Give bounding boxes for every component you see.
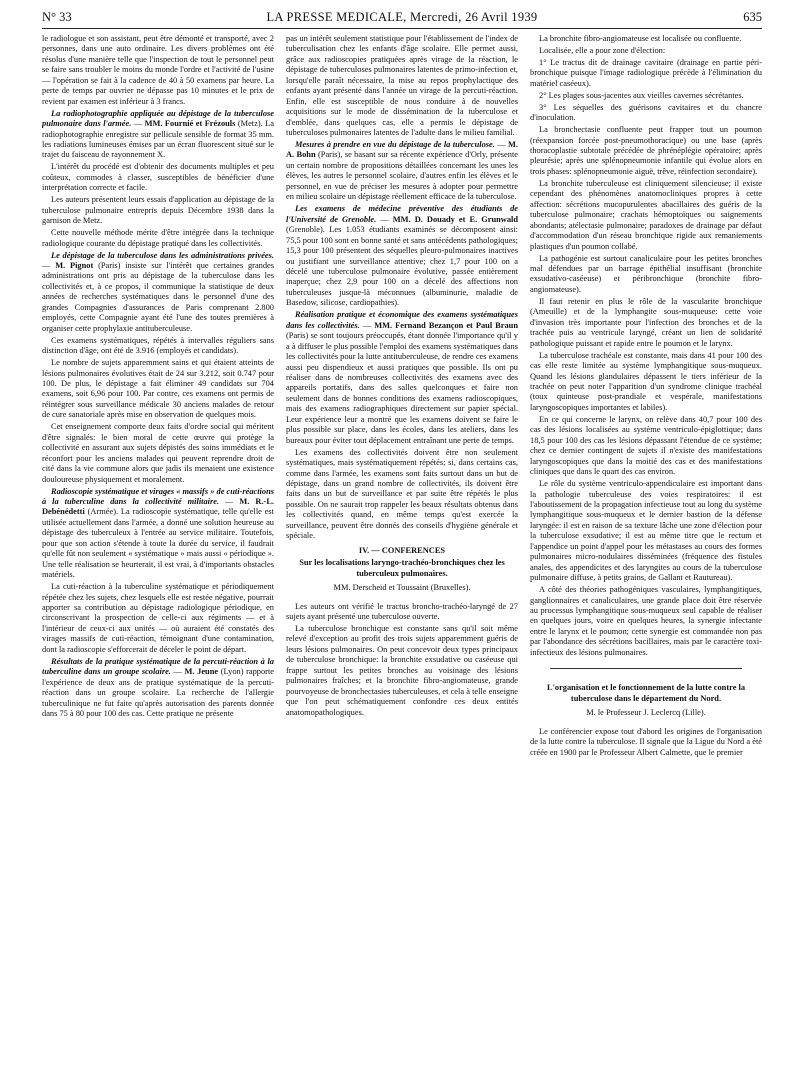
abstract-heading: Le dépistage de la tuberculose dans les administrations privées. <box>51 250 274 260</box>
abstract-heading: Réalisation pratique et économique des examens systématiques dans les collectivités. <box>286 310 518 330</box>
abstract-heading: Mesures à prendre en vue du dépistage de la tuberculose. <box>295 140 495 150</box>
paragraph: La cuti-réaction à la tuberculine systématique et périodiquement répétée chez les sujets, chez lesquels elle est restée négative, pourrait apporter sa contribution au dépistage radiologique périodique, en circonscrivant la prospection de celle-ci aux régiments — et à l'intérieur de ceux-ci aux unités — où auraient été constatés des virages massifs de cuti-réaction, témoignant d'une contamination, dont la radioscopie s'efforcerait de déceler le point de départ. <box>42 582 274 654</box>
abstract-text: (Grenoble). Les 1.053 étudiants examinés se décomposent ainsi: 75,5 pour 100 sont en bonne santé et sans antécédents pathologiques; 15,3 pour 100 présentent des séquelles pleuro-pulmonaires inactives ou justifiant une surveillance attentive; chez 1,7 pour 100 on a décelé une tuberculose pulmonaire évolutive, passée entièrement inaperçue; chez 2,9 pour 100 on a décelé des affections non tuberculeuses jusque-là méconnues (albuminurie, maladie de Basedow, silicose, cardiopathies). <box>286 225 518 308</box>
conference-authors: MM. Derscheid et Toussaint (Bruxelles). <box>333 583 471 593</box>
abstract-grenoble: Les examens de médecine préventive des étudiants de l'Université de Grenoble. — MM. D. Douady et E. Grunwald (Grenoble). Les 1.053 étudiants examinés se décomposent ainsi: 75,5 pour 100 sont en bonne santé et sans antécédents pathologiques; 15,3 pour 100 présentent des séquelles pleuro-pulmonaires inactives ou justifiant une surveillance attentive; chez 1,7 pour 100 on a décelé une tuberculose pulmonaire évolutive, passée entièrement inaperçue; chez 2,9 pour 100 on a décelé des affections non tuberculeuses jusque-là méconnues (albuminurie, maladie de Basedow, silicose, cardiopathies). <box>286 204 518 308</box>
paragraph: le radiologue et son assistant, peut être démonté et transporté, avec 2 personnes, dans une auto ordinaire. Les divers problèmes ont été résolus d'une manière telle que l'inspection de tout le personnel peut se faire sans troubler le moins du monde l'ordre et l'activité de l'usine — l'opération se fait à la cadence de 40 à 50 examens par heure. La perte de temps par ouvrier ne dépasse pas 10 minutes et le prix de revient par examen est inférieur à 3 francs. <box>42 34 274 106</box>
list-item: 3° Les séquelles des guérisons cavitaires et du chancre d'inoculation. <box>530 102 762 123</box>
abstract-authors: M. Jeune <box>184 667 219 677</box>
list-item: 2° Les plages sous-jacentes aux vieilles cavernes sécrétantes. <box>539 90 744 100</box>
abstract-authors: M. A. Bohn <box>286 140 518 160</box>
abstract-administrations: Le dépistage de la tuberculose dans les administrations privées. — M. Pignot (Paris) insiste sur l'intérêt que certaines grandes administrations ont pris au dépistage de la tuberculose dans les collectivités et, à ce propos, il communique la statistique de deux années de recherches systématiques dans le personnel d'une des grandes Compagnies d'assurances de Paris comprenant 2.800 employés, cette Compagnie ayant été l'une des toutes premières à organiser cette prophylaxie antituberculeuse. <box>42 250 274 333</box>
paragraph: La bronchite tuberculeuse est cliniquement silencieuse; il existe cependant des phénomènes anatomocliniques propres à cette affection: sécrétions mucopurulentes abacillaires des guéris de la tuberculose pulmonaire; crachats hémoptoïques ou saignements abondants; atélectasie pulmonaire; paradoxes de drainage par défaut d'accommodation d'un réseau bronchique rigide aux remaniements plastiques d'un poumon collabé. <box>530 178 762 251</box>
abstract-authors: M. R.-L. Debénédetti <box>42 496 274 517</box>
paragraph: Cet enseignement comporte deux faits d'ordre social qui méritent d'être signalés: le bien moral de cette œuvre qui protège la collectivité en assurant aux sujets dépistés des soins immédiats et le réconfort pour les anciens malades qui peuvent reprendre droit de cité dans la vie commune alors que jadis ils menaient une existence douloureuse physiquement et moralement. <box>42 422 274 484</box>
conference-authors: M. le Professeur J. Leclercq (Lille). <box>586 708 706 718</box>
paragraph: Les examens des collectivités doivent être non seulement systématiques, mais systématiquement répétés; si, dans certains cas, comme dans l'armée, les examens sont faits surtout dans un but de dépistage, dans un grand nombre de collectivités, ils doivent être faits dans un but de surveillance et par suite être répétés le plus possible. On ne saurait trop rappeler les beaux résultats obtenus dans les collectivités quand, en même temps qu'est exercée la surveillance, peuvent être donnés des conseils d'hygiène générale et spéciale. <box>286 447 518 541</box>
abstract-text: (Armée). La radioscopie systématique, telle qu'elle est utilisée actuellement dans l'armée, a donné une solution heureuse au dépistage des tuberculeux à l'entrée au service militaire. Toutefois, pour que son action s'étende à toute la durée du service, il faudrait qu'elle fût non seulement « systématique » mais aussi « périodique ». Une telle réalisation se heurterait, il est vrai, à d'importants obstacles matériels. <box>42 507 274 580</box>
abstract-text: (Metz). La radiophotographie enregistre sur pellicule sensible de format 35 mm. les radiations lumineuses émises par un écran fluorescent situé sur le trajet du faisceau de rayonnement X. <box>42 119 274 160</box>
paragraph: En ce qui concerne le larynx, on relève dans 40,7 pour 100 des cas des lésions localisées au système ventriculo-épiglottique; dans 18,5 pour 100 des cas les lésions dépassant l'étendue de ce système; chez ce dernier contingent de sujets il n'existe des manifestations laryngoscopiques que dans la moitié des cas et des manifestations cliniques que dans le quart des cas environ. <box>530 414 762 477</box>
paragraph: Le rôle du système ventriculo-appendiculaire est important dans la pathologie tuberculeuse des voies respiratoires: il est l'aboutissement de la propagation infectieuse tout au long du système lymphangitique sous-muqueux et le dernier bastion de la défense laryngée: il est en raison de sa texture lâche une zone d'élection pour la tuberculose exsudative; il est au même titre que le rectum et l'appendice un point d'appel pour les métastases au cours des formes pulmonaires micro-nodulaires disséminées (fréquence des fistules anales, des appendicites et des laryngites au cours de la tuberculose pulmonaire diffuse, à petits grains, de Gallant et Rautureau). <box>530 479 762 583</box>
abstract-heading: Radioscopie systématique et virages « massifs » de cuti-réactions à la tuberculine dans la collectivité militaire. <box>42 486 274 506</box>
abstract-heading: Les examens de médecine préventive des étudiants de l'Université de Grenoble. <box>286 204 518 224</box>
paragraph: La pathogénie est surtout canaliculaire pour les petites bronches mal défendues par un barrage épithélial insuffisant (bronchite exsudativo-caséeuse) et péribronchique (bronchite fibro-angiomateuse). <box>530 253 762 294</box>
conference-title: L'organisation et le fonctionnement de la lutte contre la tuberculose dans le département du Nord. <box>546 683 746 703</box>
abstract-heading: La radiophotographie appliquée au dépistage de la tuberculose pulmonaire dans l'armée. <box>42 108 274 129</box>
abstract-text: (Lyon) rapporte l'expérience de deux ans de pratique systématique de la percuti-réaction dans un groupe scolaire. La recherche de l'allergie tuberculinique ne fut faite qu'après autorisation des parents donnée dans 75 à 80 pour 100 des cas. Cette pratique ne présente <box>42 667 274 719</box>
abstract-authors: MM. D. Douady et E. Grunwald <box>392 214 518 224</box>
paragraph: La bronchectasie confluente peut frapper tout un poumon (réexpansion forcée post-pneumothoracique) ou une base (après thoracoplastie subtotale précédée de phrénéplégie opératoire; après pleurésie; après une splénopneumonie infantile qui évolue alors en trois phases: splénopneumonie aiguë, trêve, réinfection secondaire). <box>530 125 762 176</box>
paragraph: L'intérêt du procédé est d'obtenir des documents multiples et peu coûteux, commodes à classer, susceptibles de bénéficier d'une interprétation correcte et facile. <box>42 162 274 193</box>
abstract-mesures: Mesures à prendre en vue du dépistage de la tuberculose. — M. A. Bohn (Paris), se basant sur sa récente expérience d'Orly, présente un certain nombre de propositions détaillées concernant les unes les élèves, les autres le personnel scolaire, d'autres enfin les élèves et le personnel, en vue de préciser les mesures à adopter pour permettre en milieu scolaire un dépistage réellement efficace de la tuberculose. <box>286 140 518 202</box>
paragraph: pas un intérêt seulement statistique pour l'établissement de l'index de tuberculisation chez les enfants d'âge scolaire. Elle permet aussi, grâce aux radioscopies pratiquées après virage de la réaction, le dépistage de tuberculoses pulmonaires latentes de primo-infection et, lorsqu'elle paraît nécessaire, la mise au repos prophylactique des enfants ayant présenté dans l'année un virage de la percuti-réaction. Enfin, elle est susceptible de nous conduire à de nouvelles acquisitions sur le mode de dissémination de la tuberculose et d'emblée, dans quelques cas, elle a permis le dépistage de tuberculoses pulmonaires latentes de l'adulte dans le milieu familial. <box>286 34 518 138</box>
abstract-authors: MM. Fournié et Frézouls <box>144 119 236 129</box>
paragraph: A côté des théories pathogéniques vasculaires, lymphangitiques, ganglionnaires et canaliculaires, une grande place doit être réservée au processus lymphangitique sous-muqueux seul capable de réaliser en quelques jours, voire en quelques heures, la synergie infectante entre le larynx et le poumon; cette synergie est commandée non pas par l'abondance des sécrétions bacillaires, mais par le caractère toxi-infectieux des lésions pulmonaires. <box>530 585 762 657</box>
paragraph: Les auteurs présentent leurs essais d'application au dépistage de la tuberculose pulmonaire entrepris depuis Décembre 1938 dans la garnison de Metz. <box>42 195 274 226</box>
abstract-radiophotographie: La radiophotographie appliquée au dépistage de la tuberculose pulmonaire dans l'armée. — MM. Fournié et Frézouls (Metz). La radiophotographie enregistre sur pellicule sensible de format 35 mm. les radiations lumineuses émises par un écran fluorescent situé sur le trajet du faisceau de rayonnement X. <box>42 108 274 160</box>
paragraph: La tuberculose trachéale est constante, mais dans 41 pour 100 des cas elle reste limitée au système lymphangitique sous-muqueux. Quand les lésions glandulaires dépassent le tiers inférieur de la trachée on peut noter l'apparition d'un syndrome clinique trachéal (toux quinteuse post-prandiale et vespérale, manifestations laryngoscopiques importantes et labiles). <box>530 350 762 412</box>
abstract-text: (Paris) insiste sur l'intérêt que certaines grandes administrations ont pris au dépistage de la tuberculose dans les collectivités et, à ce propos, il communique la statistique de deux années de recherches systématiques dans le personnel d'une des grandes Compagnies d'assurances de Paris comprenant 2.800 employés, cette Compagnie ayant été l'une des toutes premières à organiser cette prophylaxie antituberculeuse. <box>42 261 274 333</box>
section-heading: IV. — CONFERENCES <box>358 545 446 555</box>
journal-title: LA PRESSE MEDICALE, Mercredi, 26 Avril 1939 <box>266 10 538 24</box>
column-middle <box>286 34 518 1074</box>
abstract-radioscopie: Radioscopie systématique et virages « massifs » de cuti-réactions à la tuberculine dans la collectivité militaire. — M. R.-L. Debénédetti (Armée). La radioscopie systématique, telle qu'elle est utilisée actuellement dans l'armée, a donné une solution heureuse au dépistage des tuberculeux à l'entrée au service militaire. Toutefois, pour que son action s'étende à toute la durée du service, il faudrait qu'elle fût non seulement « systématique » mais aussi « périodique ». Une telle réalisation se heurterait, il est vrai, à d'importants obstacles matériels. <box>42 486 274 580</box>
paragraph: La bronchite fibro-angiomateuse est localisée ou confluente. <box>539 34 742 43</box>
paragraph: La tuberculose bronchique est constante sans qu'il soit même relevé d'exception au profit des trois sujets apparemment guéris de leurs lésions pulmonaires. On peut concevoir deux types principaux de tuberculose bronchique: la bronchite exsudative ou caséeuse qui frappe surtout les petites bronches au voisinage des lésions pulmonaires fraîches; et la bronchite fibro-angiomateuse, grande pourvoyeuse de bronchectasies tuberculeuses, et cela à telle enseigne que l'on peut schématiquement confondre ces deux entités anatomopathologiques. <box>286 623 518 717</box>
abstract-percuti-reaction: Résultats de la pratique systématique de la percuti-réaction à la tuberculine dans un groupe scolaire. — M. Jeune (Lyon) rapporte l'expérience de deux ans de pratique systématique de la percuti-réaction dans un groupe scolaire. La recherche de l'allergie tuberculinique ne fut faite qu'après autorisation des parents donnée dans 75 à 80 pour 100 des cas. Cette pratique ne présente <box>42 656 274 719</box>
paragraph: Localisée, elle a pour zone d'élection: <box>539 45 666 55</box>
paragraph: Le conférencier expose tout d'abord les origines de l'organisation de la lutte contre la tuberculose. Il signale que la Ligue du Nord a été créée en 1900 par le Professeur Albert Calmette, que le premier <box>530 726 762 757</box>
conference-title: Sur les localisations laryngo-trachéo-bronchiques chez les tuberculeux pulmonaires. <box>299 558 505 578</box>
paragraph: Cette nouvelle méthode mérite d'être intégrée dans la technique radiologique courante du dépistage pratiqué dans les collectivités. <box>42 228 274 248</box>
paragraph: Il faut retenir en plus le rôle de la vascularite bronchique (Ameuille) et de la lymphangite sous-muqueuse: cette voie d'invasion très importante pour l'infection des bronches et de la trachée puis au ventricule laryngé, créant un lien de solidarité pathologique puissant et rapide entre le poumon et le larynx. <box>530 296 762 348</box>
page-header <box>42 6 762 29</box>
abstract-heading: Résultats de la pratique systématique de la percuti-réaction à la tuberculine dans un groupe scolaire. <box>42 656 274 677</box>
abstract-authors: M. Pignot <box>55 261 94 271</box>
abstract-authors: MM. Fernand Bezançon et Paul Braun <box>374 320 518 330</box>
list-item: 1° Le tractus dit de drainage cavitaire (drainage en partie péri-bronchique puisque l'image radiologique précède à l'élimination du matériel caséeux). <box>530 57 762 88</box>
column-right <box>530 34 762 1074</box>
abstract-examens-collectivites: Réalisation pratique et économique des examens systématiques dans les collectivités. — MM. Fernand Bezançon et Paul Braun (Paris) se sont toujours préoccupés, étant donnée l'importance qu'il y a à diffuser le plus possible l'emploi des examens systématiques dans les collectivités pour la lutte antituberculeuse, de rendre ces examens aussi peu dispendieux et aussi pratiques que possible. Ils ont pu réaliser dans de nombreuses collectivités des examens avec des appareils portatifs, dans des salles quelconques et faire non seulement dans de bonnes conditions des examens radioscopiques, mais des examens radiographiques directement sur papier spécial. Leur expérience leur a montré que les examens doivent se faire le plus possible sur place, dans les écoles, dans les ateliers, dans les bureaux pour éviter tout déplacement entraînant une perte de temps. <box>286 310 518 445</box>
section-divider <box>550 668 742 669</box>
paragraph: Le nombre de sujets apparemment sains et qui étaient atteints de lésions pulmonaires évolutives était de 24 sur 3.212, soit 0.747 pour 100. De plus, le dépistage a fait éliminer 49 candidats sur 704 examens, soit 6,96 pour 100. Par contre, ces examens ont permis de réintégrer sous surveillance médicale 30 anciens malades de retour de cure sanatoriale après mise en observation de quelques mois. <box>42 358 274 420</box>
issue-number: N° 33 <box>42 10 72 24</box>
paragraph: Les auteurs ont vérifié le tractus broncho-trachéo-laryngé de 27 sujets ayant présenté une tuberculose ouverte. <box>286 601 518 622</box>
paragraph: Ces examens systématiques, répétés à intervalles réguliers sans distinction d'âge, ont été de 3.916 (employés et candidats). <box>42 335 274 356</box>
abstract-text: (Paris) se sont toujours préoccupés, étant donnée l'importance qu'il y a à diffuser le plus possible l'emploi des examens systématiques dans les collectivités pour la lutte antituberculeuse, de rendre ces examens aussi peu dispendieux et aussi pratiques que possible. Ils ont pu réaliser dans de nombreuses collectivités des examens avec des appareils portatifs, dans des salles quelconques et faire non seulement dans de bonnes conditions des examens radioscopiques, mais des examens radiographiques directement sur papier spécial. Leur expérience leur a montré que les examens doivent se faire le plus possible sur place, dans les écoles, dans les ateliers, dans les bureaux pour éviter tout déplacement entraînant une perte de temps. <box>286 331 518 445</box>
column-left <box>42 34 274 1074</box>
page-number: 635 <box>743 10 762 24</box>
abstract-text: (Paris), se basant sur sa récente expérience d'Orly, présente un certain nombre de propositions détaillées concernant les unes les élèves, les autres le personnel scolaire, d'autres enfin les élèves et le personnel, en vue de préciser les mesures à adopter pour permettre en milieu scolaire un dépistage réellement efficace de la tuberculose. <box>286 150 518 202</box>
